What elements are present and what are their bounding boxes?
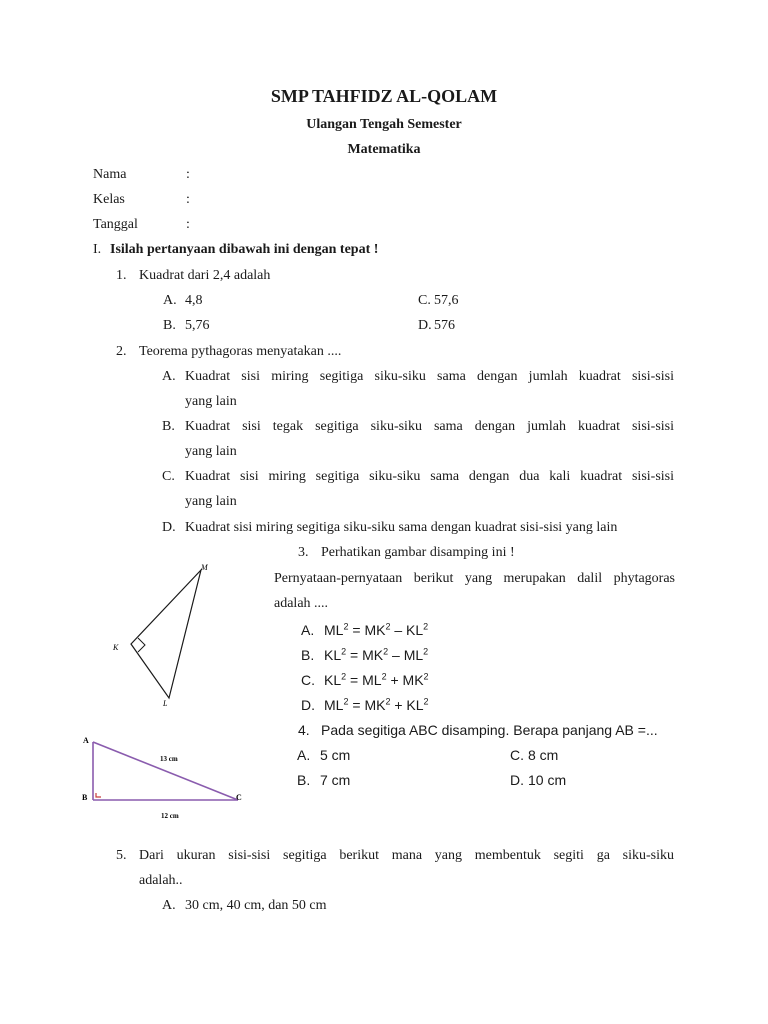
option-letter: D. bbox=[162, 520, 176, 535]
section-title: Isilah pertanyaan dibawah ini dengan tepat ! bbox=[110, 242, 379, 257]
question-text-cont: adalah.. bbox=[139, 873, 183, 888]
question-number: 4. bbox=[298, 722, 310, 738]
base-length-label: 12 cm bbox=[161, 812, 179, 820]
option-text: 10 cm bbox=[528, 772, 567, 788]
option-formula: $KL^2 = MK^2 - ML^2$ bbox=[324, 646, 429, 663]
vertex-b-label: B bbox=[82, 793, 88, 802]
option-letter: D. bbox=[418, 318, 432, 333]
option-text: Kuadrat sisi miring segitiga siku-siku sama dengan jumlah kuadrat sisi-sisi bbox=[185, 369, 674, 384]
field-colon: : bbox=[186, 167, 190, 182]
option-letter: C. bbox=[162, 469, 175, 484]
exam-title: Ulangan Tengah Semester bbox=[306, 117, 462, 132]
field-label-kelas: Kelas bbox=[93, 192, 125, 207]
option-letter: A. bbox=[301, 622, 315, 638]
question-number: 2. bbox=[116, 344, 127, 359]
question-text: Kuadrat dari 2,4 adalah bbox=[139, 268, 271, 283]
question-text: Perhatikan gambar disamping ini ! bbox=[321, 545, 515, 560]
question-stem-cont: adalah .... bbox=[274, 596, 329, 611]
field-colon: : bbox=[186, 192, 190, 207]
field-colon: : bbox=[186, 217, 190, 232]
option-formula: $ML^2 = MK^2 + KL^2$ bbox=[324, 696, 429, 713]
option-text-cont: yang lain bbox=[185, 394, 237, 409]
option-letter: A. bbox=[297, 747, 311, 763]
question-number: 1. bbox=[116, 268, 127, 283]
option-text-cont: yang lain bbox=[185, 444, 237, 459]
option-text: 30 cm, 40 cm, dan 50 cm bbox=[185, 898, 327, 913]
side-ac bbox=[93, 742, 238, 800]
option-text: Kuadrat sisi miring segitiga siku-siku sama dengan dua kali kuadrat sisi-sisi bbox=[185, 469, 674, 484]
option-formula: $ML^2 = MK^2 - KL^2$ bbox=[324, 621, 429, 638]
hypotenuse-length-label: 13 cm bbox=[160, 755, 178, 763]
question-text: Dari ukuran sisi-sisi segitiga berikut mana yang membentuk segiti ga siku-siku bbox=[139, 848, 674, 863]
option-letter: C. bbox=[418, 293, 431, 308]
option-letter: B. bbox=[162, 419, 175, 434]
option-text: 4,8 bbox=[185, 293, 203, 308]
option-text: 5,76 bbox=[185, 318, 210, 333]
question-stem: Pernyataan-pernyataan berikut yang merupakan dalil phytagoras bbox=[274, 571, 675, 586]
option-letter: A. bbox=[162, 898, 176, 913]
option-letter: B. bbox=[301, 647, 315, 663]
option-text: 5 cm bbox=[320, 747, 351, 763]
triangle-abc-figure bbox=[78, 730, 258, 825]
option-text: Kuadrat sisi miring segitiga siku-siku sama dengan kuadrat sisi-sisi yang lain bbox=[185, 520, 618, 535]
section-number: I. bbox=[93, 242, 102, 257]
right-angle-mark bbox=[96, 793, 101, 797]
option-formula: $KL^2 = ML^2 + MK^2$ bbox=[324, 671, 429, 688]
option-text: 576 bbox=[434, 318, 455, 333]
option-text: 57,6 bbox=[434, 293, 459, 308]
option-letter: C. bbox=[301, 672, 315, 688]
option-letter: A. bbox=[163, 293, 177, 308]
option-letter: D. bbox=[510, 772, 524, 788]
field-label-nama: Nama bbox=[93, 167, 127, 182]
option-letter: D. bbox=[301, 697, 315, 713]
option-letter: A. bbox=[162, 369, 176, 384]
option-text: Kuadrat sisi tegak segitiga siku-siku sama dengan jumlah kuadrat sisi-sisi bbox=[185, 419, 674, 434]
field-label-tanggal: Tanggal bbox=[93, 217, 138, 232]
option-text: 7 cm bbox=[320, 772, 351, 788]
vertex-a-label: A bbox=[83, 736, 89, 745]
option-letter: C. bbox=[510, 747, 524, 763]
option-letter: B. bbox=[163, 318, 176, 333]
option-letter: B. bbox=[297, 772, 311, 788]
school-name: SMP TAHFIDZ AL-QOLAM bbox=[270, 86, 498, 106]
question-number: 5. bbox=[116, 848, 127, 863]
option-text-cont: yang lain bbox=[185, 494, 237, 509]
question-number: 3. bbox=[298, 545, 309, 560]
right-angle-mark bbox=[138, 638, 145, 652]
question-text: Pada segitiga ABC disamping. Berapa panjang AB =... bbox=[321, 722, 658, 738]
vertex-k-label: K bbox=[113, 643, 119, 652]
vertex-c-label: C bbox=[236, 793, 242, 802]
question-text: Teorema pythagoras menyatakan .... bbox=[139, 344, 342, 359]
vertex-l-label: L bbox=[163, 699, 168, 708]
vertex-m-label: M bbox=[201, 563, 208, 572]
subject-title: Matematika bbox=[347, 142, 421, 157]
triangle-klm-figure bbox=[105, 558, 225, 708]
option-text: 8 cm bbox=[528, 747, 559, 763]
triangle-klm bbox=[131, 570, 201, 698]
